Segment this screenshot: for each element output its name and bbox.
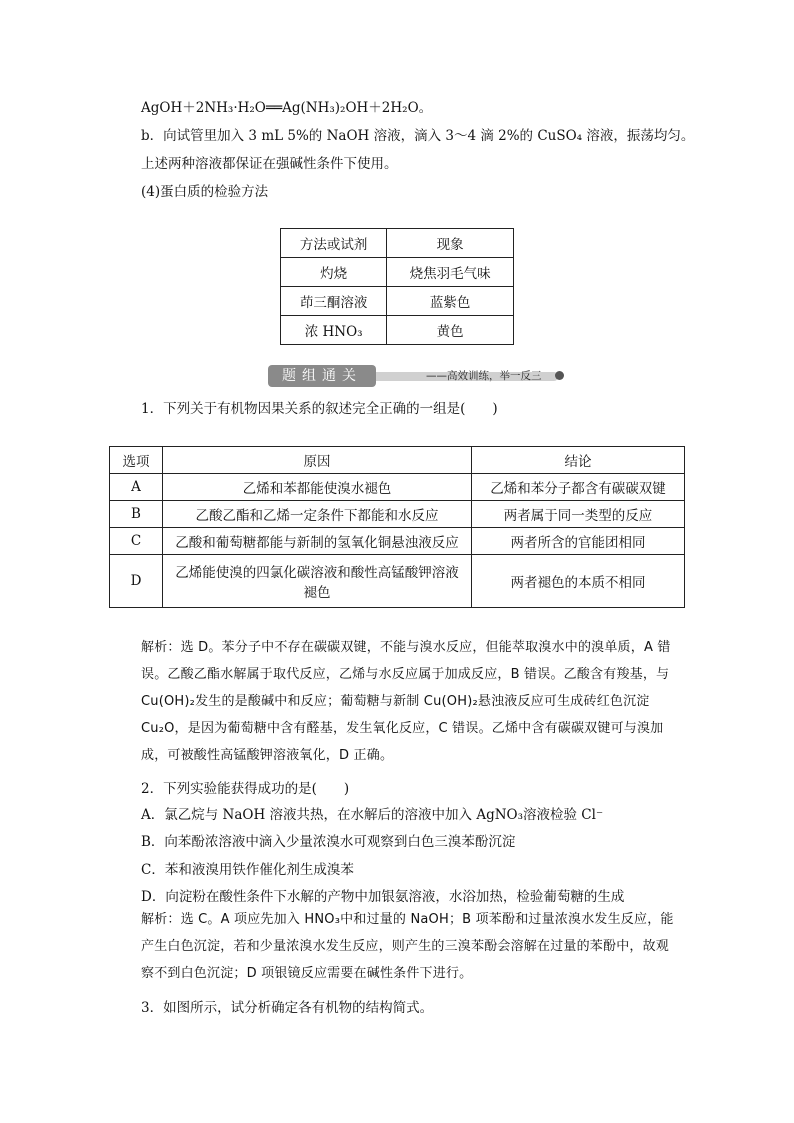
section-4-heading: (4)蛋白质的检验方法	[141, 184, 269, 200]
explanation-text: 解析：选 C。A 项应先加入 HNO₃中和过量的 NaOH；B 项苯酚和过量浓溴水发生反应，能产生白色沉淀，若和少量浓溴水发生反应，则产生的三溴苯酚会溶解在过量的苯酚中，故观察不到白色沉淀；D 项银镜反应需要在碱性条件下进行。	[141, 912, 674, 981]
step-b-line: b．向试管里加入 3 mL 5%的 NaOH 溶液，滴入 3～4 滴 2%的 CuSO₄ 溶液，振荡均匀。	[141, 128, 695, 144]
question-3-stem: 3．如图所示，试分析确定各有机物的结构简式。	[141, 1000, 434, 1016]
question-2-option-b: B．向苯酚浓溶液中滴入少量浓溴水可观察到白色三溴苯酚沉淀	[141, 834, 516, 850]
table-row	[110, 555, 685, 608]
table-cell: A	[110, 474, 163, 501]
table-row	[110, 501, 685, 528]
table-cell: 乙酸乙酯和乙烯一定条件下都能和水反应	[163, 501, 472, 528]
table-cell: 两者属于同一类型的反应	[472, 501, 685, 528]
question-1-explanation	[115, 634, 681, 769]
table-cell: 蓝紫色	[387, 287, 514, 316]
table-cell: 两者所含的官能团相同	[472, 528, 685, 555]
table-header-row	[110, 447, 685, 474]
table-row	[281, 316, 514, 345]
question-2-option-d: D．向淀粉在酸性条件下水解的产物中加银氨溶液，水浴加热，检验葡萄糖的生成	[141, 889, 625, 905]
protein-test-table	[280, 228, 514, 345]
question-2-option-c: C．苯和液溴用铁作催化剂生成溴苯	[141, 862, 354, 878]
table-header: 现象	[387, 229, 514, 258]
question-2-stem: 2．下列实验能获得成功的是( )	[141, 781, 350, 797]
table-row	[281, 287, 514, 316]
section-banner	[268, 365, 568, 387]
banner-dot-icon	[555, 371, 564, 380]
banner-title: 题组通关	[268, 365, 376, 387]
table-cell: 乙烯和苯都能使溴水褪色	[163, 474, 472, 501]
explanation-text: 解析：选 D。苯分子中不存在碳碳双键，不能与溴水反应，但能萃取溴水中的溴单质，A 错误。乙酸乙酯水解属于取代反应，乙烯与水反应属于加成反应，B 错误。乙酸含有羧基，与 Cu(OH)₂发生的是酸碱中和反应；葡萄糖与新制 Cu(OH)₂悬浊液反应可生成砖红色沉淀 Cu₂O，是因为葡萄糖中含有醛基，发生氧化反应，C 错误。乙烯中含有碳碳双键可与溴加成，可被酸性高锰酸钾溶液氧化，D 正确。	[141, 640, 671, 763]
table-cell: 乙烯和苯分子都含有碳碳双键	[472, 474, 685, 501]
table-header: 方法或试剂	[281, 229, 387, 258]
table-cell: 乙酸和葡萄糖都能与新制的氢氧化铜悬浊液反应	[163, 528, 472, 555]
table-row	[110, 528, 685, 555]
table-cell: 浓 HNO₃	[281, 316, 387, 345]
table-row	[110, 474, 685, 501]
question-1-table	[109, 446, 685, 608]
equation-line: AgOH＋2NH₃·H₂O══Ag(NH₃)₂OH＋2H₂O。	[141, 100, 433, 116]
question-1-stem: 1．下列关于有机物因果关系的叙述完全正确的一组是( )	[141, 401, 498, 417]
table-header: 原因	[163, 447, 472, 474]
table-cell: 乙烯能使溴的四氯化碳溶液和酸性高锰酸钾溶液褪色	[163, 555, 472, 608]
table-cell: C	[110, 528, 163, 555]
table-cell: 两者褪色的本质不相同	[472, 555, 685, 608]
table-cell: D	[110, 555, 163, 608]
table-cell: 烧焦羽毛气味	[387, 258, 514, 287]
table-header-row	[281, 229, 514, 258]
table-cell: 黄色	[387, 316, 514, 345]
note-line: 上述两种溶液都保证在强碱性条件下使用。	[141, 156, 398, 172]
table-cell: 灼烧	[281, 258, 387, 287]
table-header: 结论	[472, 447, 685, 474]
banner-tagline: ——高效训练，举一反三	[426, 370, 542, 382]
table-cell: 茚三酮溶液	[281, 287, 387, 316]
table-cell: B	[110, 501, 163, 528]
question-2-explanation	[115, 906, 681, 987]
table-row	[281, 258, 514, 287]
table-header: 选项	[110, 447, 163, 474]
question-2-option-a: A．氯乙烷与 NaOH 溶液共热，在水解后的溶液中加入 AgNO₃溶液检验 Cl⁻	[141, 807, 604, 823]
